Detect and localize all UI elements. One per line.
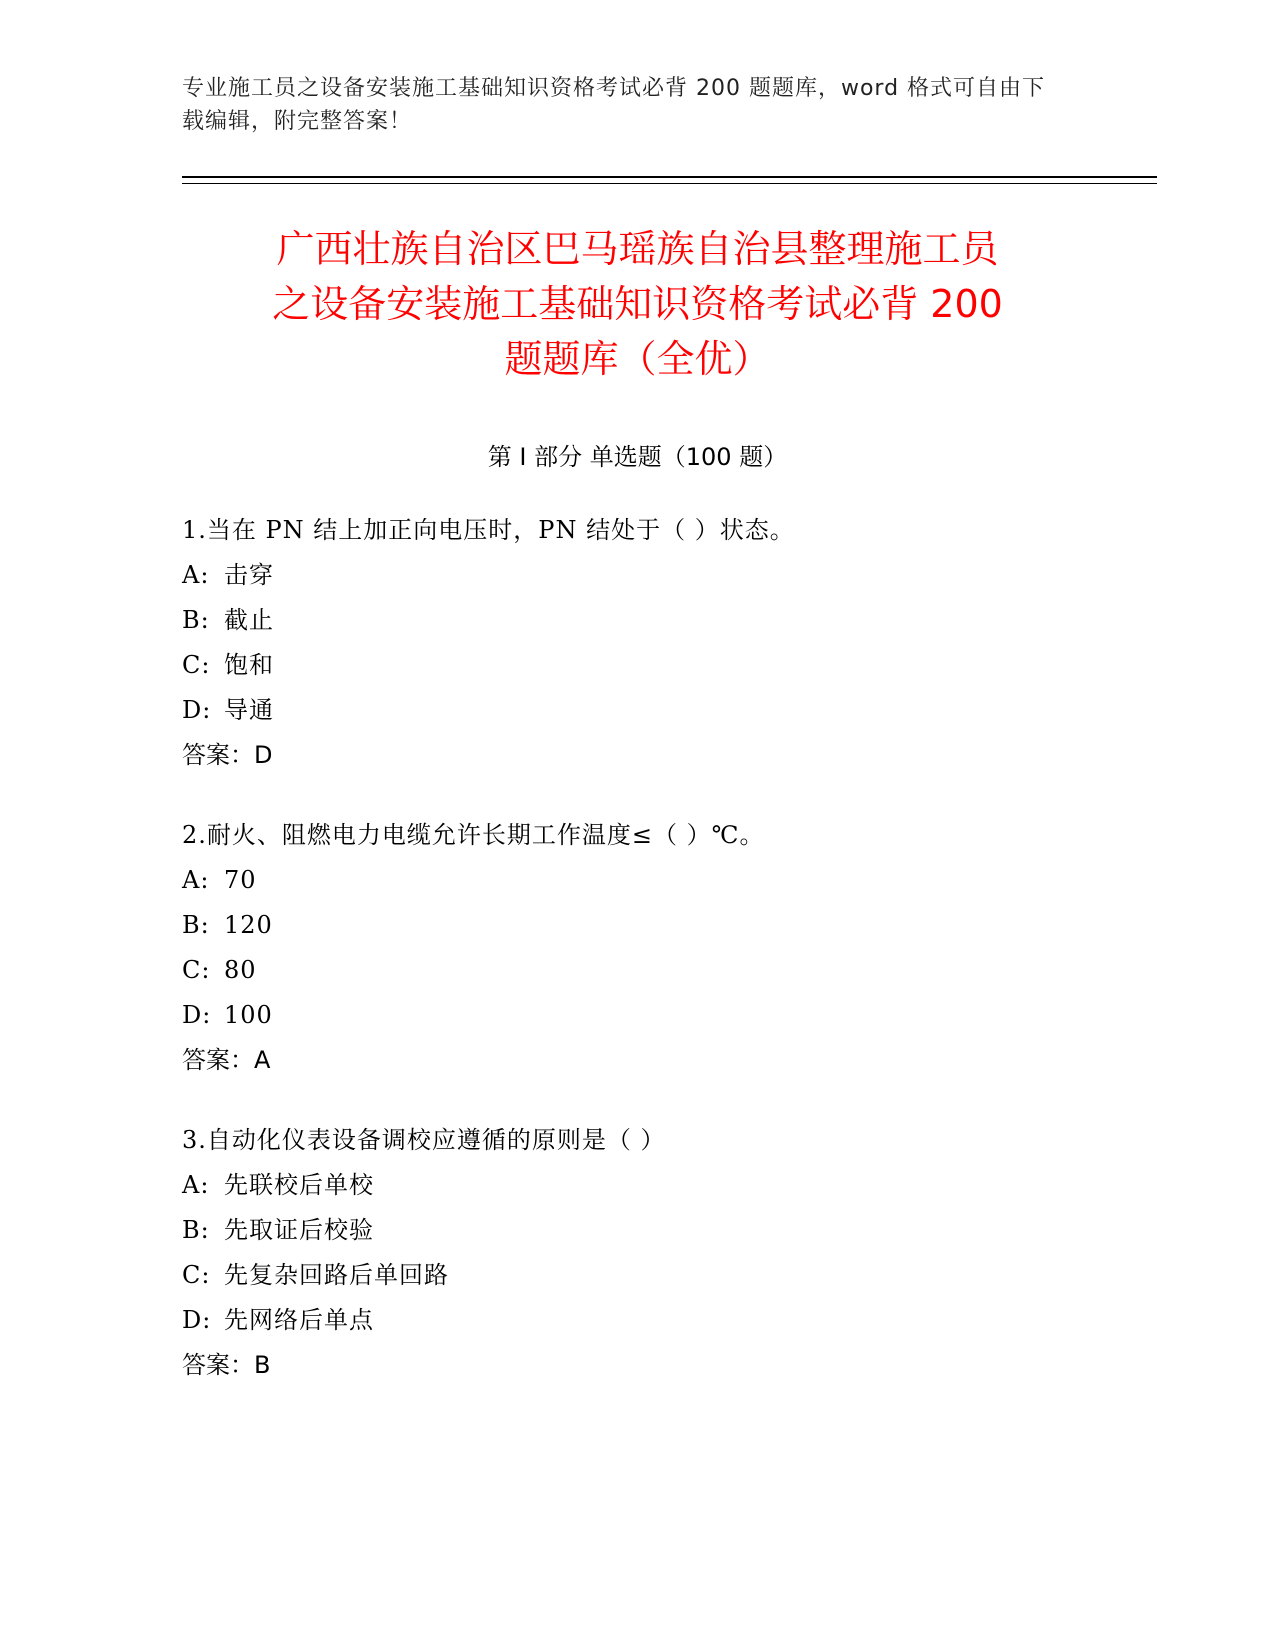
option-letter: B: bbox=[182, 606, 210, 634]
option-letter: D: bbox=[182, 696, 212, 724]
answer-line: 答案：B bbox=[182, 1351, 271, 1379]
option-d bbox=[182, 1298, 1182, 1343]
option-letter: C: bbox=[182, 956, 211, 984]
header-note: 专业施工员之设备安装施工基础知识资格考试必背 200 题题库，word 格式可自由下载编辑，附完整答案！ bbox=[182, 76, 1046, 134]
option-text: 击穿 bbox=[224, 561, 274, 589]
option-text: 先网络后单点 bbox=[224, 1306, 374, 1334]
question-2 bbox=[182, 813, 1182, 1083]
section-heading: 第 I 部分 单选题（100 题） bbox=[487, 443, 788, 471]
option-letter: B: bbox=[182, 1216, 210, 1244]
option-letter: B: bbox=[182, 911, 210, 939]
option-letter: A: bbox=[182, 1171, 210, 1199]
option-text: 70 bbox=[224, 866, 257, 894]
option-text: 先联校后单校 bbox=[224, 1171, 374, 1199]
title-line-1: 广西壮族自治区巴马瑶族自治县整理施工员 bbox=[276, 227, 999, 271]
option-c bbox=[182, 643, 1182, 688]
question-stem: 1.当在 PN 结上加正向电压时，PN 结处于（ ）状态。 bbox=[182, 516, 795, 544]
option-b bbox=[182, 1208, 1182, 1253]
question-stem: 2.耐火、阻燃电力电缆允许长期工作温度≤（ ）℃。 bbox=[182, 821, 765, 849]
header-divider-thin bbox=[182, 183, 1157, 184]
title-line-2: 之设备安装施工基础知识资格考试必背 200 bbox=[272, 282, 1003, 326]
option-b bbox=[182, 598, 1182, 643]
option-a bbox=[182, 1163, 1182, 1208]
option-d bbox=[182, 688, 1182, 733]
option-text: 120 bbox=[224, 911, 273, 939]
title-line-3: 题题库（全优） bbox=[504, 337, 771, 381]
option-a bbox=[182, 553, 1182, 598]
option-d bbox=[182, 993, 1182, 1038]
option-text: 截止 bbox=[224, 606, 274, 634]
question-3 bbox=[182, 1118, 1182, 1388]
option-text: 100 bbox=[224, 1001, 273, 1029]
option-text: 导通 bbox=[224, 696, 274, 724]
option-text: 先复杂回路后单回路 bbox=[224, 1261, 449, 1289]
option-letter: C: bbox=[182, 651, 211, 679]
header-divider-thick bbox=[182, 176, 1157, 178]
option-text: 饱和 bbox=[224, 651, 274, 679]
answer-line: 答案：A bbox=[182, 1046, 271, 1074]
option-letter: A: bbox=[182, 866, 210, 894]
option-letter: D: bbox=[182, 1306, 212, 1334]
option-text: 80 bbox=[224, 956, 257, 984]
option-letter: D: bbox=[182, 1001, 212, 1029]
question-1 bbox=[182, 508, 1182, 778]
option-text: 先取证后校验 bbox=[224, 1216, 374, 1244]
question-stem: 3.自动化仪表设备调校应遵循的原则是（ ） bbox=[182, 1126, 666, 1154]
answer-line: 答案：D bbox=[182, 741, 273, 769]
option-c bbox=[182, 1253, 1182, 1298]
option-b bbox=[182, 903, 1182, 948]
option-letter: C: bbox=[182, 1261, 211, 1289]
document-title bbox=[140, 222, 1135, 387]
option-letter: A: bbox=[182, 561, 210, 589]
option-c bbox=[182, 948, 1182, 993]
option-a bbox=[182, 858, 1182, 903]
